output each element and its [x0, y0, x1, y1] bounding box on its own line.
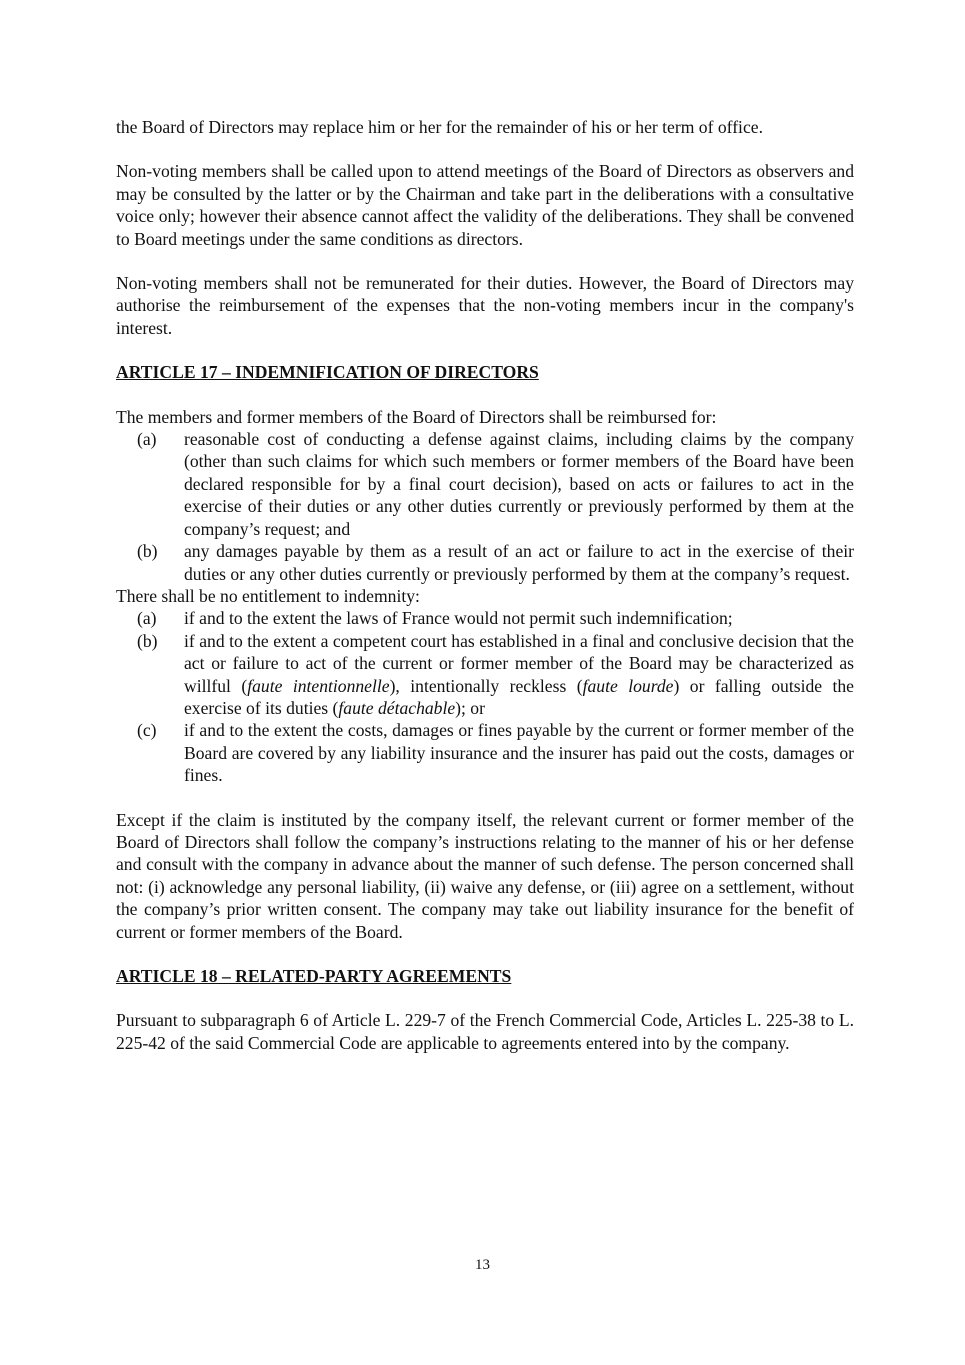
article-17-heading: ARTICLE 17 – INDEMNIFICATION OF DIRECTORS: [116, 362, 539, 383]
text-run: ); or: [455, 697, 485, 718]
text-run: ), intentionally reckless (: [389, 675, 583, 696]
list-item-text: if and to the extent the costs, damages or fines payable by the current or former member of the Board are covered by any liability insurance and the insurer has paid out the costs, damages or fines.: [184, 720, 854, 786]
french-term: faute lourde: [582, 675, 674, 696]
list-item-text: any damages payable by them as a result of an act or failure to act in the exercise of their duties or any other duties currently or previously performed by them at the company’s request.: [184, 541, 854, 584]
list-item-text: [184, 631, 854, 718]
list-item: [116, 719, 854, 786]
list-item-text: reasonable cost of conducting a defense against claims, including claims by the company (other than such claims for which such members or former members of the Board have been declared responsible for by a final court decision), based on acts or failures to act in the exercise of their duties or any other duties currently or previously performed by them at the company’s request; and: [184, 429, 854, 539]
list-item: [116, 607, 854, 629]
list-item-label: (b): [137, 630, 158, 651]
list-item-label: (a): [137, 429, 157, 450]
list-item-label: (a): [137, 608, 157, 629]
text-run: if and to the extent a competent court has established in a final and conclusive decision that the act or failure to act of the current or former member of the Board may be characterized as willful (: [184, 630, 854, 696]
list-item: [116, 428, 854, 540]
list-item-label: (b): [137, 541, 158, 562]
article-18-heading: ARTICLE 18 – RELATED-PARTY AGREEMENTS: [116, 966, 512, 986]
paragraph-related-party: Pursuant to subparagraph 6 of Article L. 229-7 of the French Commercial Code, Articles L. 225-38 to L. 225-42 of the said Commercial Code are applicable to agreements entered into by the company.: [116, 1010, 854, 1053]
list-item-text: if and to the extent the laws of France would not permit such indemnification;: [184, 608, 733, 629]
page-number: 13: [475, 1257, 490, 1273]
list-item: [116, 630, 854, 720]
list-item-label: (c): [137, 720, 157, 741]
french-term: faute intentionnelle: [247, 675, 390, 696]
paragraph-non-voting-attendance: Non-voting members shall be called upon to attend meetings of the Board of Directors as observers and may be consulted by the latter or by the Chairman and take part in the deliberations with a consultative voice only; however their absence cannot affect the validity of the deliberations. They shall be convened to Board meetings under the same conditions as directors.: [116, 161, 854, 249]
paragraph-defense-conduct: Except if the claim is instituted by the company itself, the relevant current or former member of the Board of Directors shall follow the company’s instructions relating to the manner of his or her defense and consult with the company in advance about the manner of such defense. The person concerned shall not: (i) acknowledge any personal liability, (ii) waive any defense, or (iii) agree on a settlement, without the company’s prior written consent. The company may take out liability insurance for the benefit of current or former members of the Board.: [116, 809, 854, 942]
text-run: ) or falling outside the exercise of its duties (: [184, 675, 854, 718]
no-entitlement-intro: There shall be no entitlement to indemnity:: [116, 585, 420, 606]
paragraph-non-voting-remuneration: Non-voting members shall not be remunerated for their duties. However, the Board of Directors may authorise the reimbursement of the expenses that the non-voting members incur in the company's interest.: [116, 273, 854, 338]
french-term: faute détachable: [338, 697, 456, 718]
list-item: [116, 540, 854, 585]
page-body: [116, 116, 854, 1054]
paragraph-term-replacement: the Board of Directors may replace him or her for the remainder of his or her term of office.: [116, 117, 763, 137]
article-17-intro: The members and former members of the Board of Directors shall be reimbursed for:: [116, 406, 717, 427]
